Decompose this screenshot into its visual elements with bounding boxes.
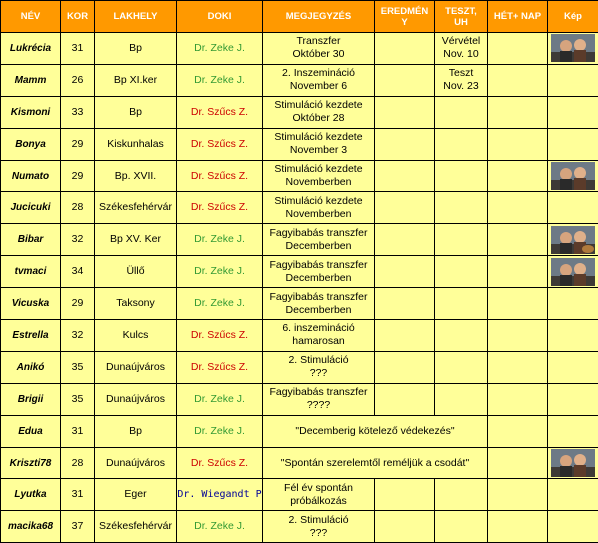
cell-test xyxy=(435,288,488,320)
cell-location: Kulcs xyxy=(95,320,177,352)
cell-name: macika68 xyxy=(1,511,61,543)
cell-photo xyxy=(548,511,598,543)
note-line1: 2. Stimuláció xyxy=(263,514,374,527)
table-row xyxy=(1,128,598,160)
header-kep: Kép xyxy=(548,1,598,33)
cell-test xyxy=(435,128,488,160)
table-body xyxy=(1,33,598,543)
header-eredmeny-line2: Y xyxy=(375,17,434,28)
table-row xyxy=(1,33,598,65)
cell-test xyxy=(435,33,488,65)
cell-note xyxy=(263,96,375,128)
cell-location: Kiskunhalas xyxy=(95,128,177,160)
cell-result xyxy=(375,383,435,415)
cell-age: 28 xyxy=(61,192,95,224)
header-doki: DOKI xyxy=(177,1,263,33)
cell-note xyxy=(263,256,375,288)
cell-photo xyxy=(548,351,598,383)
note-line1: Fagyibabás transzfer xyxy=(263,386,374,399)
cell-name: Estrella xyxy=(1,320,61,352)
note-line2: ???? xyxy=(263,399,374,412)
cell-age: 31 xyxy=(61,33,95,65)
cell-result xyxy=(375,479,435,511)
cell-note xyxy=(263,351,375,383)
cell-location: Dunaújváros xyxy=(95,447,177,479)
cell-photo xyxy=(548,479,598,511)
cell-result xyxy=(375,224,435,256)
cell-location: Eger xyxy=(95,479,177,511)
photo-couple-icon[interactable] xyxy=(551,449,595,477)
header-kor: KOR xyxy=(61,1,95,33)
header-eredmeny xyxy=(375,1,435,33)
header-lakhely: LAKHELY xyxy=(95,1,177,33)
cell-test xyxy=(435,256,488,288)
cell-week-day xyxy=(488,33,548,65)
table-row xyxy=(1,96,598,128)
cell-doctor: Dr. Zeke J. xyxy=(177,383,263,415)
note-line2: November 6 xyxy=(263,80,374,93)
cell-note xyxy=(263,64,375,96)
note-line1: Stimuláció kezdete xyxy=(263,195,374,208)
cell-age: 34 xyxy=(61,256,95,288)
table-row xyxy=(1,256,598,288)
note-line2: Decemberben xyxy=(263,304,374,317)
cell-location: Bp xyxy=(95,415,177,447)
cell-result xyxy=(375,288,435,320)
cell-doctor: Dr. Zeke J. xyxy=(177,33,263,65)
cell-age: 35 xyxy=(61,383,95,415)
note-line2: Decemberben xyxy=(263,240,374,253)
test-line2: Nov. 10 xyxy=(435,48,487,61)
cell-note xyxy=(263,320,375,352)
cell-test xyxy=(435,479,488,511)
note-line2: Október 28 xyxy=(263,112,374,125)
photo-couple-icon[interactable] xyxy=(551,162,595,190)
header-teszt xyxy=(435,1,488,33)
cell-photo xyxy=(548,224,598,256)
cell-age: 35 xyxy=(61,351,95,383)
cell-note xyxy=(263,224,375,256)
cell-doctor: Dr. Zeke J. xyxy=(177,511,263,543)
cell-name: Brigii xyxy=(1,383,61,415)
note-line2: Október 30 xyxy=(263,48,374,61)
table-header-row xyxy=(1,1,598,33)
table-row xyxy=(1,383,598,415)
cell-photo xyxy=(548,288,598,320)
cell-photo xyxy=(548,447,598,479)
cell-location: Taksony xyxy=(95,288,177,320)
cell-location: Bp XI.ker xyxy=(95,64,177,96)
cell-name: Anikó xyxy=(1,351,61,383)
cell-week-day xyxy=(488,256,548,288)
cell-week-day xyxy=(488,320,548,352)
cell-note xyxy=(263,128,375,160)
cell-photo xyxy=(548,415,598,447)
header-teszt-line1: TESZT, xyxy=(435,6,487,17)
cell-photo xyxy=(548,320,598,352)
cell-test xyxy=(435,192,488,224)
cell-result xyxy=(375,192,435,224)
cell-photo xyxy=(548,383,598,415)
cell-note-wide: "Decemberig kötelező védekezés" xyxy=(263,415,488,447)
cell-name: Numato xyxy=(1,160,61,192)
header-het-nap: HÉT+ NAP xyxy=(488,1,548,33)
note-line2: November 3 xyxy=(263,144,374,157)
note-line1: 6. inszemináció xyxy=(263,322,374,335)
cell-location: Üllő xyxy=(95,256,177,288)
table-row xyxy=(1,160,598,192)
cell-location: Bp. XVII. xyxy=(95,160,177,192)
cell-note xyxy=(263,288,375,320)
note-line2: hamarosan xyxy=(263,335,374,348)
cell-doctor: Dr. Szűcs Z. xyxy=(177,447,263,479)
note-line1: Fagyibabás transzfer xyxy=(263,259,374,272)
cell-note xyxy=(263,192,375,224)
cell-test xyxy=(435,351,488,383)
cell-doctor: Dr. Wiegandt P xyxy=(177,479,263,511)
cell-week-day xyxy=(488,288,548,320)
cell-week-day xyxy=(488,64,548,96)
cell-name: Jucicuki xyxy=(1,192,61,224)
table-row xyxy=(1,192,598,224)
note-line2: ??? xyxy=(263,367,374,380)
cell-doctor: Dr. Szűcs Z. xyxy=(177,128,263,160)
cell-doctor: Dr. Szűcs Z. xyxy=(177,160,263,192)
table-row xyxy=(1,351,598,383)
note-line2: próbálkozás xyxy=(263,495,374,508)
cell-name: Mamm xyxy=(1,64,61,96)
cell-note xyxy=(263,511,375,543)
cell-location: Dunaújváros xyxy=(95,351,177,383)
cell-result xyxy=(375,128,435,160)
note-line2: Novemberben xyxy=(263,208,374,221)
cell-photo xyxy=(548,128,598,160)
cell-result xyxy=(375,511,435,543)
cell-location: Székesfehérvár xyxy=(95,192,177,224)
note-line1: Stimuláció kezdete xyxy=(263,131,374,144)
table-row xyxy=(1,320,598,352)
cell-week-day xyxy=(488,511,548,543)
cell-doctor: Dr. Zeke J. xyxy=(177,64,263,96)
note-line2: Novemberben xyxy=(263,176,374,189)
cell-name: Bonya xyxy=(1,128,61,160)
cell-photo xyxy=(548,256,598,288)
header-megjegyzes: MEGJEGYZÉS xyxy=(263,1,375,33)
cell-age: 28 xyxy=(61,447,95,479)
cell-note-wide: "Spontán szerelemtől reméljük a csodát" xyxy=(263,447,488,479)
test-line2: Nov. 23 xyxy=(435,80,487,93)
table-row xyxy=(1,415,598,447)
header-nev: NÉV xyxy=(1,1,61,33)
cell-age: 31 xyxy=(61,479,95,511)
note-line1: Stimuláció kezdete xyxy=(263,163,374,176)
table-row xyxy=(1,479,598,511)
cell-age: 37 xyxy=(61,511,95,543)
cell-week-day xyxy=(488,224,548,256)
cell-age: 33 xyxy=(61,96,95,128)
cell-doctor: Dr. Zeke J. xyxy=(177,224,263,256)
cell-photo xyxy=(548,33,598,65)
note-line2: Decemberben xyxy=(263,272,374,285)
test-line1: Teszt xyxy=(435,67,487,80)
cell-name: Kismoni xyxy=(1,96,61,128)
cell-week-day xyxy=(488,383,548,415)
cell-age: 29 xyxy=(61,128,95,160)
cell-result xyxy=(375,256,435,288)
cell-age: 29 xyxy=(61,288,95,320)
cell-test xyxy=(435,224,488,256)
note-line1: 2. Inszemináció xyxy=(263,67,374,80)
cell-week-day xyxy=(488,447,548,479)
cell-doctor: Dr. Zeke J. xyxy=(177,288,263,320)
cell-test xyxy=(435,64,488,96)
photo-couple-dog-icon[interactable] xyxy=(551,226,595,254)
cell-name: Bibar xyxy=(1,224,61,256)
cell-result xyxy=(375,96,435,128)
cell-location: Bp xyxy=(95,33,177,65)
cell-photo xyxy=(548,96,598,128)
note-line1: Stimuláció kezdete xyxy=(263,99,374,112)
table-row xyxy=(1,511,598,543)
note-line1: Fél év spontán xyxy=(263,482,374,495)
cell-age: 29 xyxy=(61,160,95,192)
note-line1: Fagyibabás transzfer xyxy=(263,227,374,240)
cell-test xyxy=(435,320,488,352)
note-line2: ??? xyxy=(263,527,374,540)
cell-location: Bp xyxy=(95,96,177,128)
cell-age: 32 xyxy=(61,320,95,352)
cell-photo xyxy=(548,192,598,224)
cell-note xyxy=(263,160,375,192)
cell-doctor: Dr. Zeke J. xyxy=(177,415,263,447)
cell-week-day xyxy=(488,479,548,511)
cell-doctor: Dr. Szűcs Z. xyxy=(177,192,263,224)
cell-location: Bp XV. Ker xyxy=(95,224,177,256)
table-row xyxy=(1,447,598,479)
cell-doctor: Dr. Zeke J. xyxy=(177,256,263,288)
cell-week-day xyxy=(488,351,548,383)
cell-photo xyxy=(548,64,598,96)
cell-doctor: Dr. Szűcs Z. xyxy=(177,96,263,128)
cell-note xyxy=(263,33,375,65)
table-row xyxy=(1,288,598,320)
note-line1: Fagyibabás transzfer xyxy=(263,291,374,304)
cell-note xyxy=(263,383,375,415)
cell-week-day xyxy=(488,96,548,128)
cell-result xyxy=(375,160,435,192)
table-row xyxy=(1,224,598,256)
cell-test xyxy=(435,96,488,128)
header-eredmeny-line1: EREDMÉN xyxy=(375,6,434,17)
cell-week-day xyxy=(488,128,548,160)
cell-name: Lukrécia xyxy=(1,33,61,65)
header-teszt-line2: UH xyxy=(435,17,487,28)
cell-week-day xyxy=(488,160,548,192)
cell-photo xyxy=(548,160,598,192)
photo-couple-icon[interactable] xyxy=(551,34,595,62)
cell-name: tvmaci xyxy=(1,256,61,288)
cell-location: Dunaújváros xyxy=(95,383,177,415)
cell-test xyxy=(435,511,488,543)
cell-result xyxy=(375,351,435,383)
cell-week-day xyxy=(488,192,548,224)
cell-result xyxy=(375,64,435,96)
cell-note xyxy=(263,479,375,511)
cell-test xyxy=(435,160,488,192)
cell-week-day xyxy=(488,415,548,447)
note-line1: 2. Stimuláció xyxy=(263,354,374,367)
photo-couple-icon[interactable] xyxy=(551,258,595,286)
cell-name: Lyutka xyxy=(1,479,61,511)
cell-doctor: Dr. Szűcs Z. xyxy=(177,351,263,383)
cell-result xyxy=(375,320,435,352)
cell-age: 31 xyxy=(61,415,95,447)
cell-age: 26 xyxy=(61,64,95,96)
note-line1: Transzfer xyxy=(263,35,374,48)
cell-location: Székesfehérvár xyxy=(95,511,177,543)
cell-name: Edua xyxy=(1,415,61,447)
test-line1: Vérvétel xyxy=(435,35,487,48)
cell-test xyxy=(435,383,488,415)
cell-name: Vicuska xyxy=(1,288,61,320)
cell-age: 32 xyxy=(61,224,95,256)
cell-result xyxy=(375,33,435,65)
cell-name: Kriszti78 xyxy=(1,447,61,479)
table-row xyxy=(1,64,598,96)
cell-doctor: Dr. Szűcs Z. xyxy=(177,320,263,352)
